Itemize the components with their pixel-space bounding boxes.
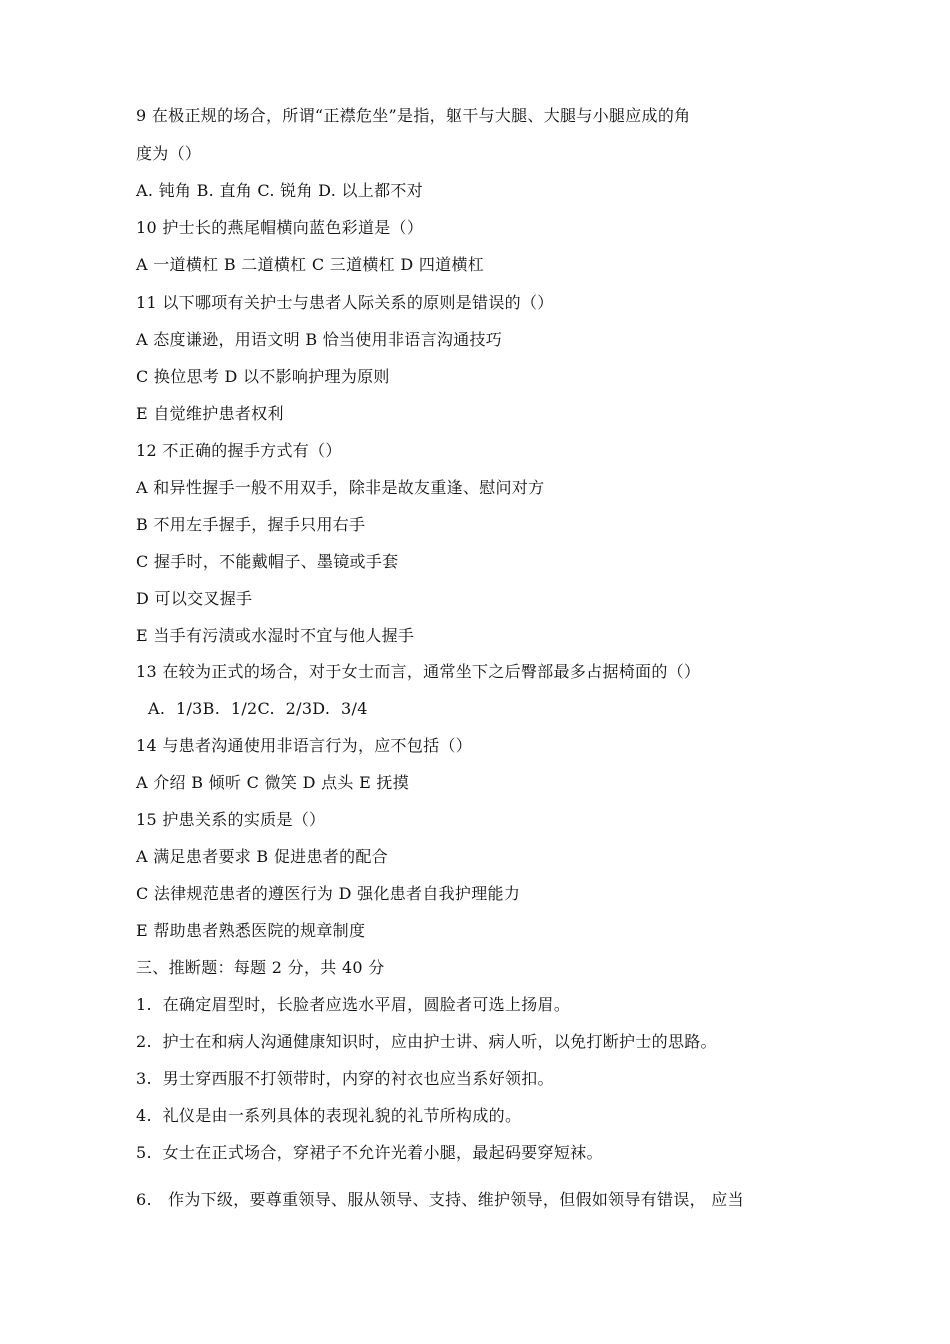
question-12-option-c: C 握手时，不能戴帽子、墨镜或手套 <box>136 552 399 571</box>
judgment-item-3: 3. 男士穿西服不打领带时，内穿的衬衣也应当系好领扣。 <box>136 1069 554 1088</box>
section-3-heading: 三、推断题：每题 2 分，共 40 分 <box>136 958 385 977</box>
question-15-stem: 15 护患关系的实质是（） <box>136 810 326 829</box>
question-13-options: A. 1/3B. 1/2C. 2/3D. 3/4 <box>148 699 368 718</box>
question-15-option-e: E 帮助患者熟悉医院的规章制度 <box>136 921 366 940</box>
question-13-stem: 13 在较为正式的场合，对于女士而言，通常坐下之后臀部最多占据椅面的（） <box>136 662 701 681</box>
judgment-item-5: 5. 女士在正式场合，穿裙子不允许光着小腿，最起码要穿短袜。 <box>136 1143 603 1162</box>
question-14-options: A 介绍 B 倾听 C 微笑 D 点头 E 抚摸 <box>136 773 410 792</box>
judgment-item-2: 2. 护士在和病人沟通健康知识时，应由护士讲、病人听，以免打断护士的思路。 <box>136 1032 717 1051</box>
judgment-item-1: 1. 在确定眉型时，长脸者应选水平眉，圆脸者可选上扬眉。 <box>136 995 571 1014</box>
question-12-option-b: B 不用左手握手，握手只用右手 <box>136 515 366 534</box>
question-12-option-a: A 和异性握手一般不用双手，除非是故友重逢、慰问对方 <box>136 478 545 497</box>
question-10-stem: 10 护士长的燕尾帽横向蓝色彩道是（） <box>136 218 424 237</box>
question-10-options: A 一道横杠 B 二道横杠 C 三道横杠 D 四道横杠 <box>136 255 485 274</box>
question-11-option-e: E 自觉维护患者权利 <box>136 404 284 423</box>
question-11-options-cd: C 换位思考 D 以不影响护理为原则 <box>136 367 390 386</box>
question-9-stem: 9 在极正规的场合，所谓“正襟危坐”是指，躯干与大腿、大腿与小腿应成的角 <box>136 106 691 125</box>
question-11-options-ab: A 态度谦逊，用语文明 B 恰当使用非语言沟通技巧 <box>136 330 503 349</box>
question-12-option-d: D 可以交叉握手 <box>136 589 253 608</box>
question-9-options: A. 钝角 B. 直角 C. 锐角 D. 以上都不对 <box>136 181 423 200</box>
question-9-stem-cont: 度为（） <box>136 144 202 163</box>
judgment-item-4: 4. 礼仪是由一系列具体的表现礼貌的礼节所构成的。 <box>136 1106 522 1125</box>
question-14-stem: 14 与患者沟通使用非语言行为，应不包括（） <box>136 736 473 755</box>
question-15-options-ab: A 满足患者要求 B 促进患者的配合 <box>136 847 388 866</box>
judgment-item-6: 6. 作为下级，要尊重领导、服从领导、支持、维护领导，但假如领导有错误， 应当 <box>136 1190 744 1209</box>
question-15-options-cd: C 法律规范患者的遵医行为 D 强化患者自我护理能力 <box>136 884 521 903</box>
question-11-stem: 11 以下哪项有关护士与患者人际关系的原则是错误的（） <box>136 293 554 312</box>
question-12-stem: 12 不正确的握手方式有（） <box>136 441 342 460</box>
question-12-option-e: E 当手有污渍或水湿时不宜与他人握手 <box>136 626 415 645</box>
